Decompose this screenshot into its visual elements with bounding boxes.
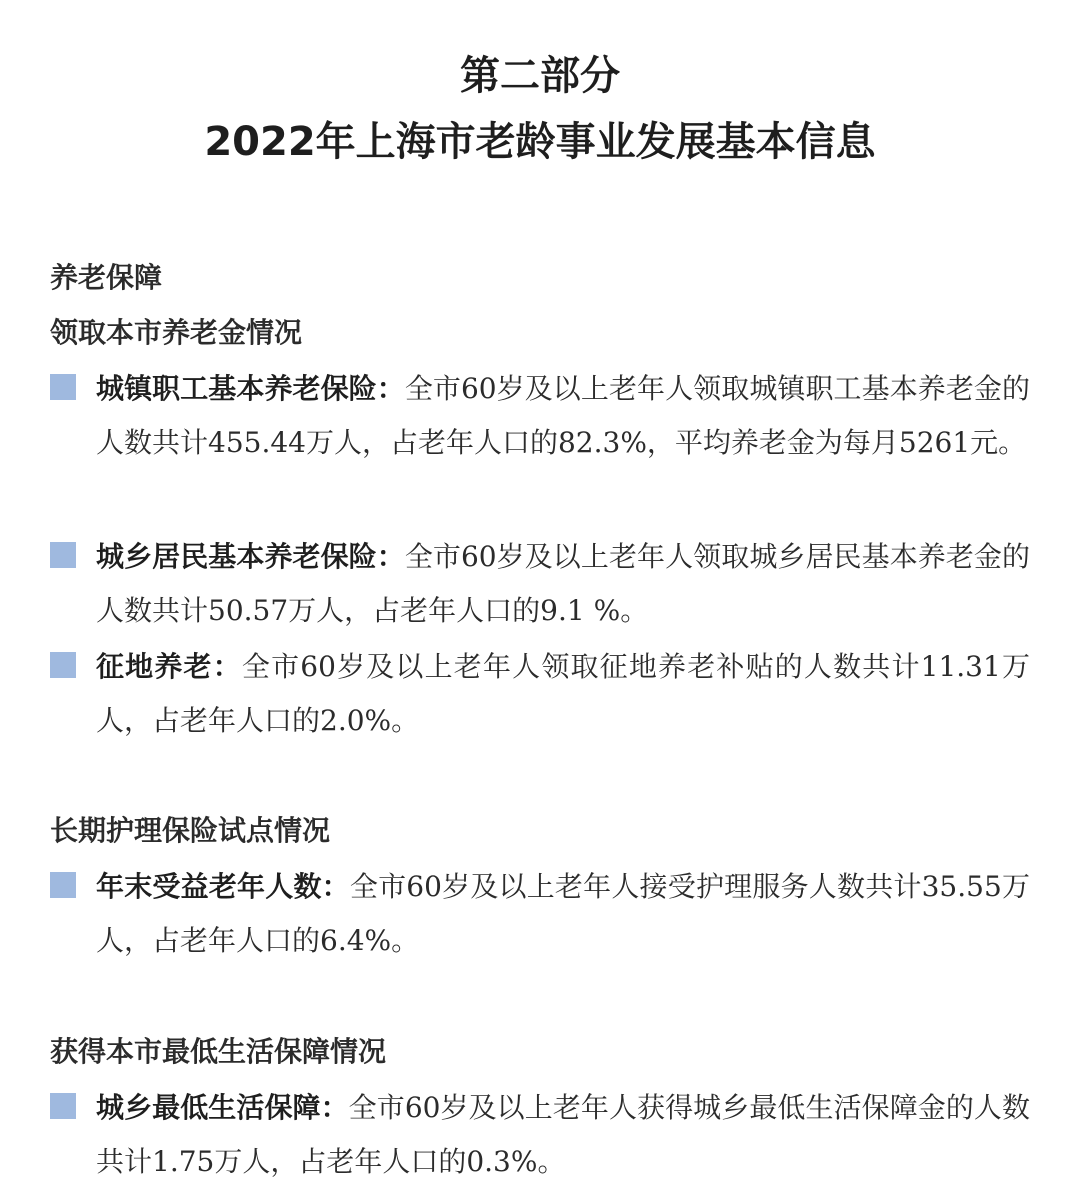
list-item-content — [96, 860, 1030, 968]
list-item-urban-rural-resident-pension — [50, 530, 1030, 638]
item-text: 全市60岁及以上老年人获得城乡最低生活保障金的人数共计1.75万人，占老年人口的0.3%。 — [96, 1091, 1030, 1178]
list-item-content — [96, 362, 1030, 470]
item-text: 全市60岁及以上老年人领取征地养老补贴的人数共计11.31万人，占老年人口的2.0%。 — [96, 650, 1030, 737]
item-label: 城乡最低生活保障： — [96, 1091, 349, 1124]
section-heading-pension: 养老保障 — [50, 261, 163, 294]
item-text: 全市60岁及以上老年人接受护理服务人数共计35.55万人，占老年人口的6.4%。 — [96, 870, 1030, 957]
sub-heading-long-term-care: 长期护理保险试点情况 — [50, 814, 331, 847]
bullet-square-icon — [50, 872, 76, 898]
item-label: 征地养老： — [96, 650, 242, 683]
list-item-urban-employee-pension — [50, 362, 1030, 470]
item-text: 全市60岁及以上老年人领取城镇职工基本养老金的人数共计455.44万人，占老年人口的82.3%，平均养老金为每月5261元。 — [96, 372, 1030, 459]
page-title-part: 第二部分 — [460, 53, 620, 99]
bullet-square-icon — [50, 542, 76, 568]
list-item-content — [96, 530, 1030, 638]
list-item-content — [96, 1081, 1030, 1189]
list-item-minimum-living-security — [50, 1081, 1030, 1189]
bullet-square-icon — [50, 1093, 76, 1119]
item-text: 全市60岁及以上老年人领取城乡居民基本养老金的人数共计50.57万人，占老年人口的9.1 %。 — [96, 540, 1030, 627]
sub-heading-pension-receipt: 领取本市养老金情况 — [50, 316, 303, 349]
list-item-land-requisition-pension — [50, 640, 1030, 748]
list-item-ltc-beneficiaries — [50, 860, 1030, 968]
item-label: 年末受益老年人数： — [96, 870, 350, 903]
bullet-square-icon — [50, 374, 76, 400]
page-title-main: 2022年上海市老龄事业发展基本信息 — [204, 119, 876, 165]
item-label: 城乡居民基本养老保险： — [96, 540, 405, 573]
sub-heading-minimum-living: 获得本市最低生活保障情况 — [50, 1035, 387, 1068]
item-label: 城镇职工基本养老保险： — [96, 372, 405, 405]
bullet-square-icon — [50, 652, 76, 678]
list-item-content — [96, 640, 1030, 748]
